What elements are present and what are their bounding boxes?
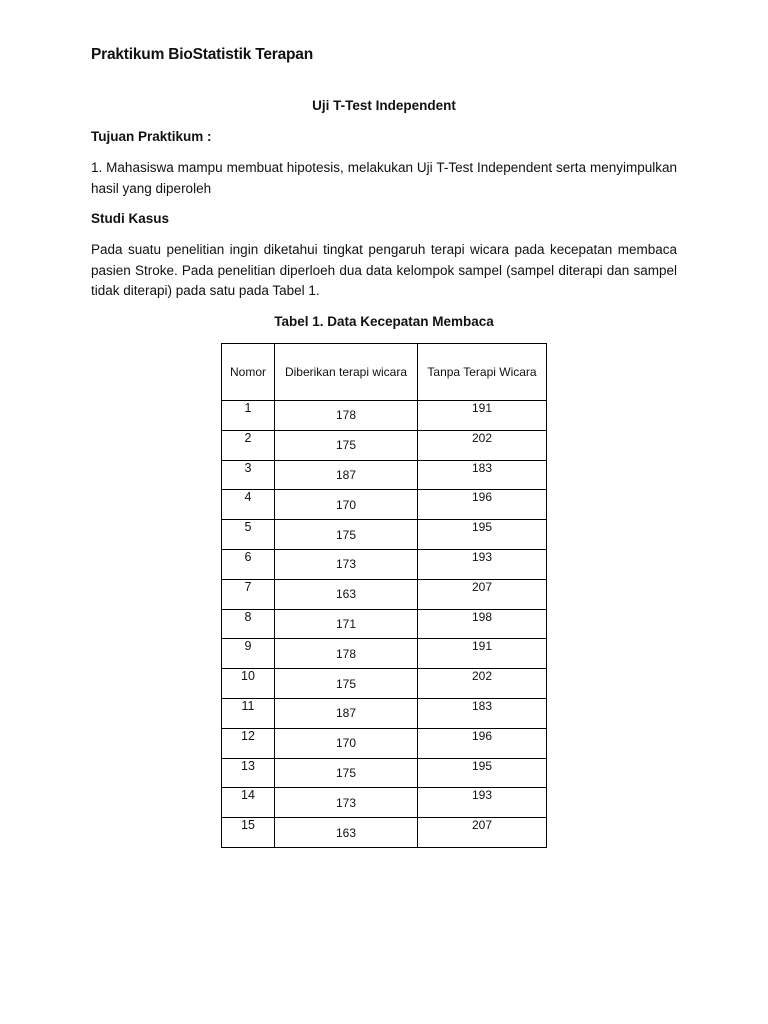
cell-nomor: 4 (222, 490, 275, 520)
cell-nomor: 14 (222, 788, 275, 818)
cell-without-therapy: 198 (418, 609, 547, 639)
table-row (222, 728, 547, 758)
cell-without-therapy: 193 (418, 788, 547, 818)
table-row (222, 698, 547, 728)
cell-with-therapy: 173 (275, 788, 418, 818)
cell-with-therapy: 175 (275, 669, 418, 699)
cell-without-therapy: 196 (418, 728, 547, 758)
table-row (222, 520, 547, 550)
case-study-text: Pada suatu penelitian ingin diketahui tingkat pengaruh terapi wicara pada kecepatan membaca pasien Stroke. Pada penelitian diperloeh dua data kelompok sampel (sampel diterapi dan sampel tidak diterapi) pada satu pada Tabel 1. (91, 242, 677, 298)
cell-with-therapy: 163 (275, 818, 418, 848)
cell-with-therapy: 170 (275, 728, 418, 758)
cell-nomor: 12 (222, 728, 275, 758)
cell-nomor: 11 (222, 698, 275, 728)
header-without-therapy: Tanpa Terapi Wicara (418, 344, 547, 401)
cell-with-therapy: 175 (275, 520, 418, 550)
table-row (222, 818, 547, 848)
cell-nomor: 13 (222, 758, 275, 788)
cell-without-therapy: 202 (418, 430, 547, 460)
cell-without-therapy: 202 (418, 669, 547, 699)
cell-nomor: 6 (222, 549, 275, 579)
case-study-heading: Studi Kasus (91, 211, 170, 226)
document-title: Praktikum BioStatistik Terapan (91, 46, 313, 63)
cell-with-therapy: 171 (275, 609, 418, 639)
cell-without-therapy: 196 (418, 490, 547, 520)
cell-without-therapy: 207 (418, 818, 547, 848)
table-row (222, 788, 547, 818)
cell-nomor: 8 (222, 609, 275, 639)
cell-with-therapy: 187 (275, 698, 418, 728)
cell-with-therapy: 187 (275, 460, 418, 490)
table-row (222, 669, 547, 699)
objective-text: 1. Mahasiswa mampu membuat hipotesis, melakukan Uji T-Test Independent serta menyimpulkan hasil yang diperoleh (91, 160, 677, 196)
table-row (222, 579, 547, 609)
cell-without-therapy: 191 (418, 639, 547, 669)
table-header-row (222, 344, 547, 401)
cell-nomor: 15 (222, 818, 275, 848)
cell-with-therapy: 175 (275, 430, 418, 460)
table-row (222, 430, 547, 460)
cell-nomor: 5 (222, 520, 275, 550)
cell-nomor: 10 (222, 669, 275, 699)
cell-without-therapy: 183 (418, 698, 547, 728)
cell-without-therapy: 193 (418, 549, 547, 579)
cell-nomor: 9 (222, 639, 275, 669)
cell-without-therapy: 207 (418, 579, 547, 609)
header-nomor: Nomor (222, 344, 275, 401)
cell-nomor: 1 (222, 401, 275, 431)
cell-with-therapy: 175 (275, 758, 418, 788)
cell-with-therapy: 178 (275, 401, 418, 431)
table-row (222, 401, 547, 431)
cell-with-therapy: 170 (275, 490, 418, 520)
header-with-therapy: Diberikan terapi wicara (275, 344, 418, 401)
cell-without-therapy: 195 (418, 520, 547, 550)
table-row (222, 609, 547, 639)
table-body (222, 401, 547, 848)
table-row (222, 758, 547, 788)
cell-without-therapy: 191 (418, 401, 547, 431)
objective-heading: Tujuan Praktikum : (91, 129, 212, 144)
table-row (222, 490, 547, 520)
cell-nomor: 3 (222, 460, 275, 490)
cell-nomor: 2 (222, 430, 275, 460)
table-row (222, 460, 547, 490)
table-caption: Tabel 1. Data Kecepatan Membaca (274, 314, 494, 329)
document-subtitle: Uji T-Test Independent (312, 98, 456, 113)
cell-nomor: 7 (222, 579, 275, 609)
reading-speed-table (221, 343, 547, 848)
cell-without-therapy: 183 (418, 460, 547, 490)
cell-with-therapy: 163 (275, 579, 418, 609)
table-row (222, 639, 547, 669)
cell-without-therapy: 195 (418, 758, 547, 788)
cell-with-therapy: 173 (275, 549, 418, 579)
table-row (222, 549, 547, 579)
cell-with-therapy: 178 (275, 639, 418, 669)
